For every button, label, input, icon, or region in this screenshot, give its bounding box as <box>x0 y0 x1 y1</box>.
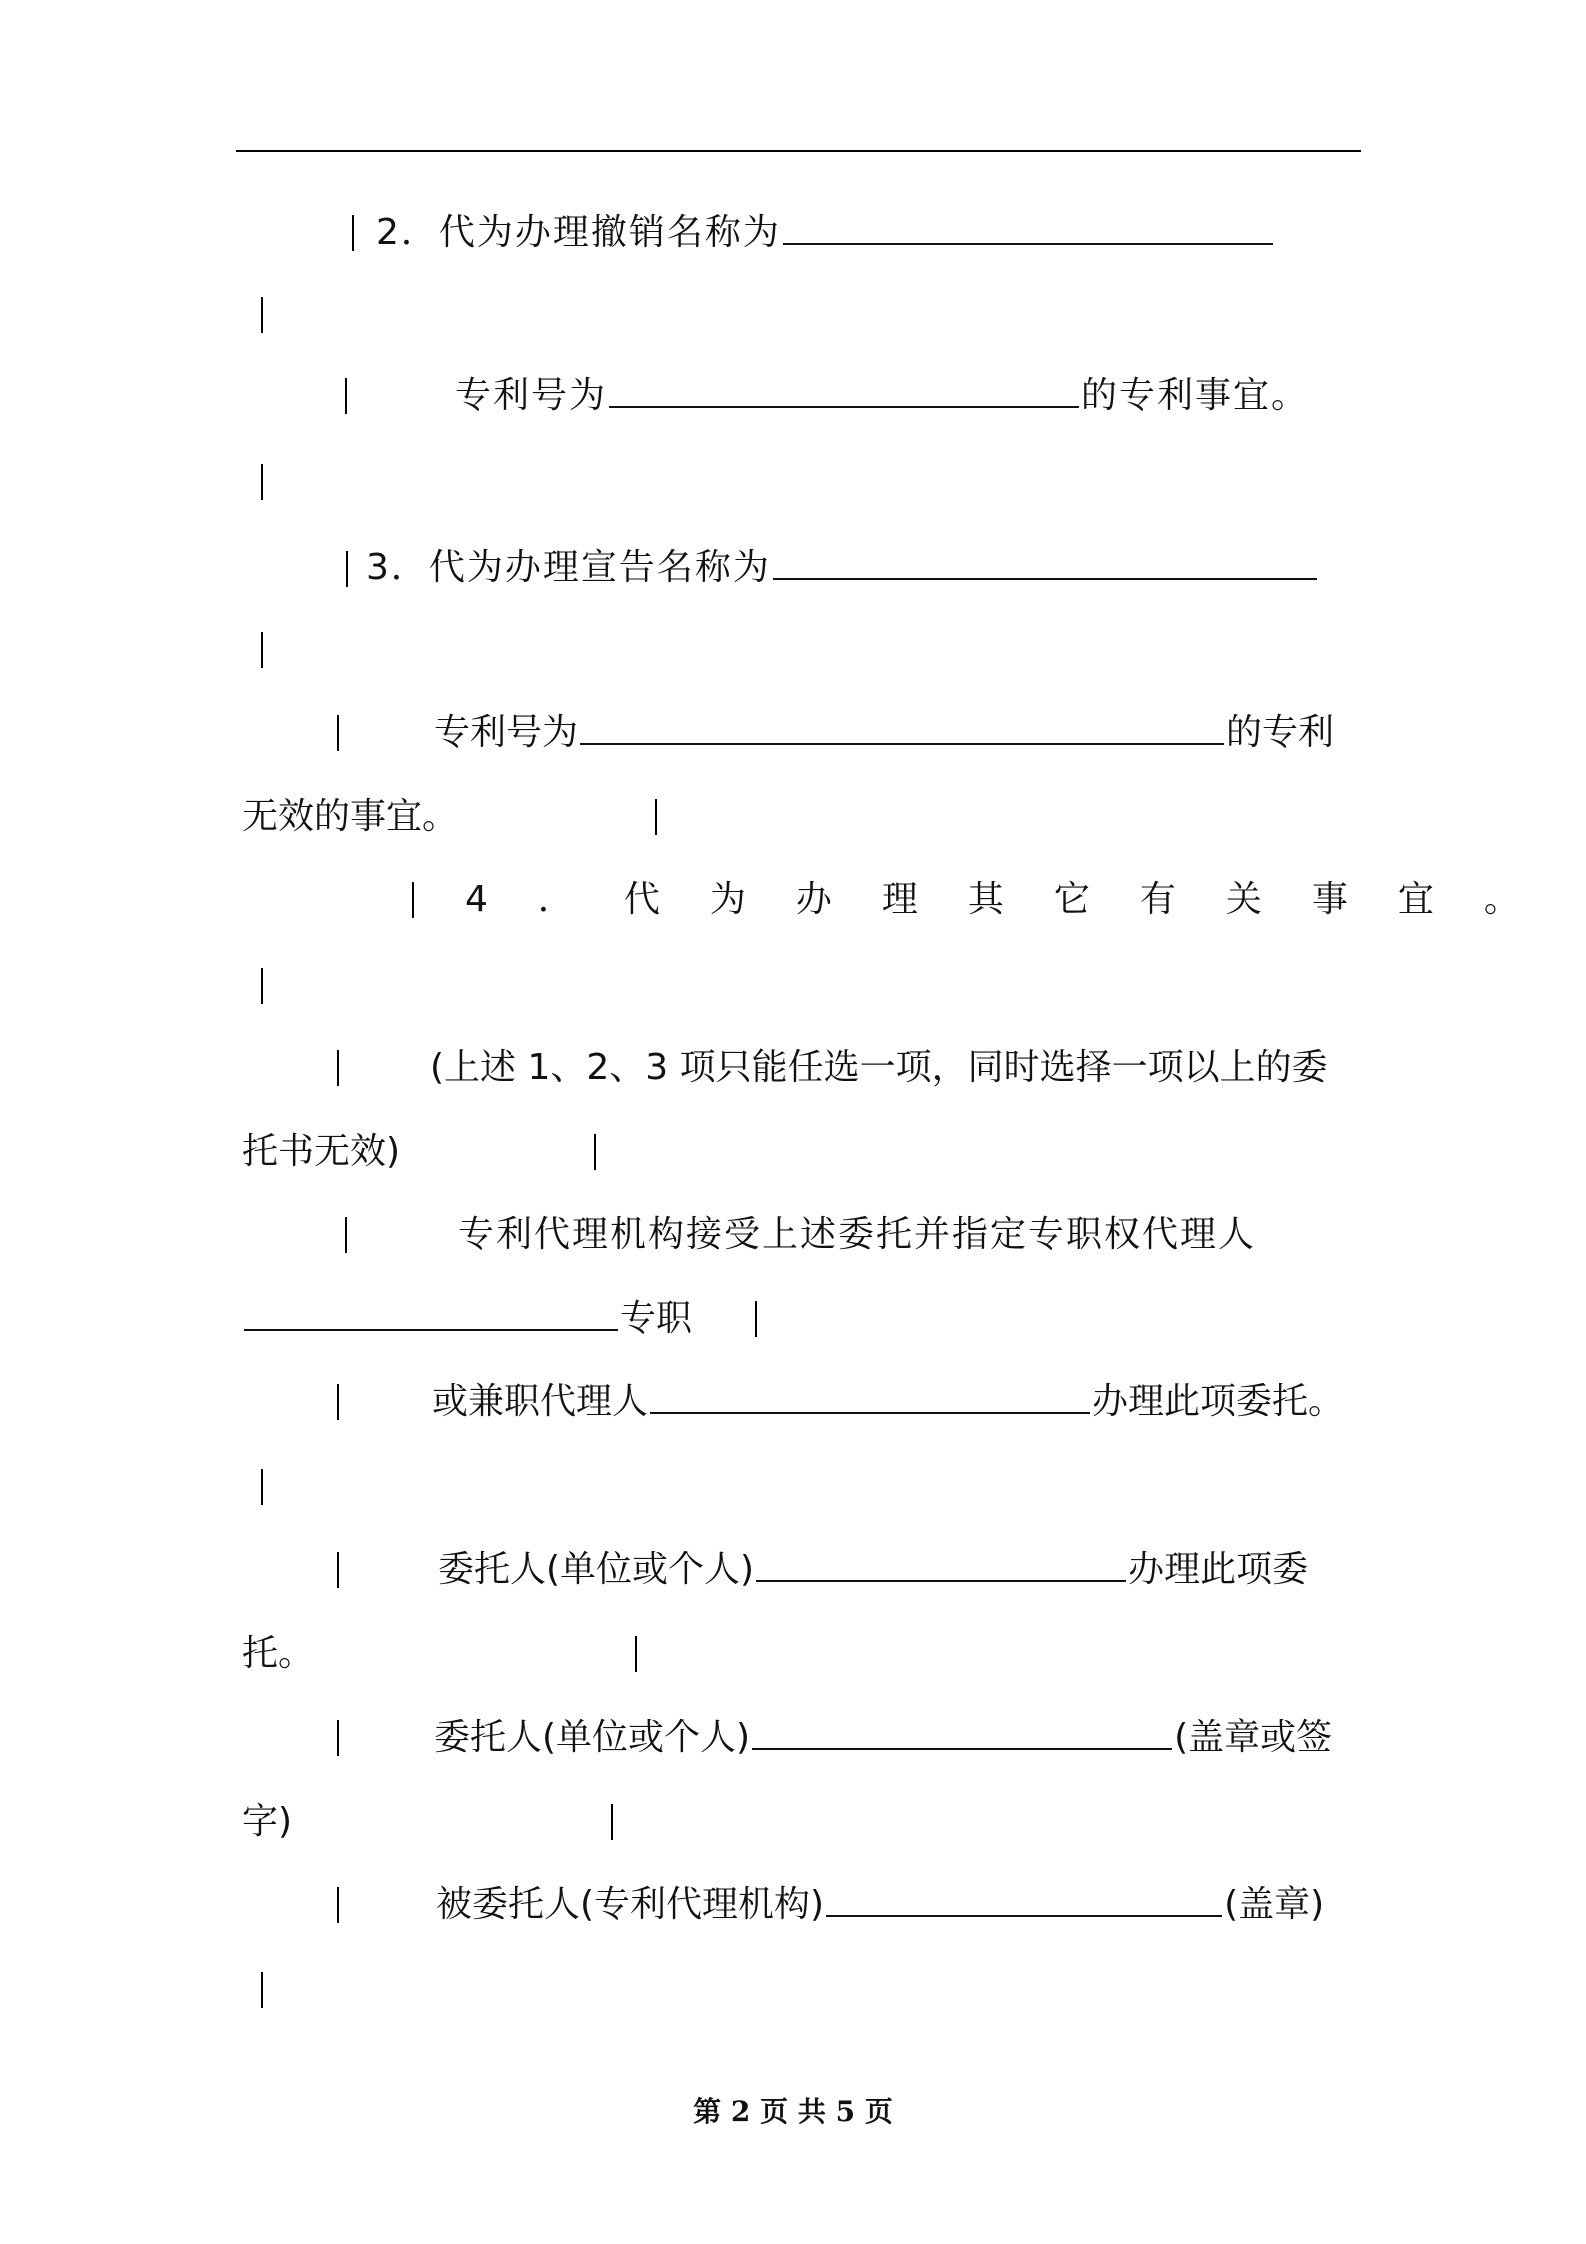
agent-label: 被委托人(专利代理机构) <box>436 1884 825 1925</box>
table-border-mark <box>352 215 354 251</box>
client-signature-blank[interactable] <box>752 1710 1172 1750</box>
name-blank[interactable] <box>783 205 1273 245</box>
item-3-line-2 <box>434 705 1334 761</box>
parttime-agent-blank[interactable] <box>650 1374 1090 1414</box>
name-blank[interactable] <box>773 540 1317 580</box>
table-border-mark <box>345 1217 347 1253</box>
agency-line-2 <box>242 1291 692 1347</box>
table-border-mark <box>345 378 347 414</box>
table-border-mark <box>261 297 263 333</box>
agency-text: 专利代理机构接受上述委托并指定专职权代理人 <box>458 1214 1257 1255</box>
note-line-2 <box>242 1124 400 1180</box>
note-line-1 <box>430 1040 1328 1096</box>
seal-text: (盖章) <box>1224 1884 1325 1925</box>
seal-or-sign-text: (盖章或签 <box>1174 1717 1333 1758</box>
table-border-mark <box>337 1552 339 1588</box>
handle-text: 办理此项委 <box>1128 1549 1309 1590</box>
patent-number-label: 专利号为 <box>455 375 608 416</box>
table-border-mark <box>594 1134 596 1170</box>
item-3-label: 3．代为办理宣告名称为 <box>366 547 771 588</box>
item-4 <box>465 872 1570 928</box>
item-2-line-2 <box>455 368 1309 424</box>
table-border-mark <box>755 1301 757 1337</box>
note-text-continued: 托书无效) <box>242 1131 401 1172</box>
table-border-mark <box>635 1636 637 1672</box>
agency-line-3 <box>432 1374 1344 1430</box>
table-border-mark <box>337 1720 339 1756</box>
table-border-mark <box>337 1887 339 1923</box>
header-rule <box>236 150 1361 152</box>
table-border-mark <box>261 632 263 668</box>
invalid-matter-text: 无效的事宜。 <box>242 796 459 837</box>
note-text: (上述 1、2、3 项只能任选一项，同时选择一项以上的委 <box>430 1047 1328 1088</box>
patent-number-blank[interactable] <box>609 368 1079 408</box>
table-border-mark <box>261 968 263 1004</box>
parttime-agent-label: 或兼职代理人 <box>432 1381 649 1422</box>
client-label: 委托人(单位或个人) <box>438 1549 755 1590</box>
table-border-mark <box>346 551 348 587</box>
client-sign-label: 委托人(单位或个人) <box>434 1717 751 1758</box>
table-border-mark <box>337 1050 339 1086</box>
seal-or-sign-continued: 字) <box>242 1801 293 1842</box>
client-signature-line <box>434 1710 1332 1766</box>
client-blank[interactable] <box>756 1542 1126 1582</box>
patent-matter-text: 的专利事宜。 <box>1081 375 1310 416</box>
item-2-line-1 <box>376 205 1275 261</box>
agency-line-1 <box>458 1207 1256 1263</box>
client-text-continued: 托。 <box>242 1633 315 1674</box>
table-border-mark <box>655 799 657 835</box>
agent-signature-line <box>436 1877 1324 1933</box>
item-4-label: 4．代为办理其它有关事宜。 <box>465 879 1570 920</box>
patent-text: 的专利 <box>1226 712 1335 753</box>
page-number-footer: 第 2 页 共 5 页 <box>693 2095 893 2128</box>
client-signature-line-2 <box>242 1794 292 1850</box>
agent-seal-blank[interactable] <box>826 1877 1222 1917</box>
fulltime-agent-blank[interactable] <box>244 1291 618 1331</box>
table-border-mark <box>261 464 263 500</box>
fulltime-label: 专职 <box>620 1298 693 1339</box>
table-border-mark <box>611 1804 613 1840</box>
item-3-line-1 <box>366 540 1319 596</box>
handle-commission-text: 办理此项委托。 <box>1092 1381 1345 1422</box>
item-3-line-3 <box>242 789 458 845</box>
table-border-mark <box>337 715 339 751</box>
table-border-mark <box>337 1384 339 1420</box>
patent-number-label: 专利号为 <box>434 712 579 753</box>
client-line-1 <box>438 1542 1308 1598</box>
table-border-mark <box>261 1972 263 2008</box>
item-2-label: 2．代为办理撤销名称为 <box>376 212 781 253</box>
table-border-mark <box>261 1469 263 1505</box>
client-line-2 <box>242 1626 314 1682</box>
patent-number-blank[interactable] <box>580 705 1224 745</box>
table-border-mark <box>412 882 414 918</box>
